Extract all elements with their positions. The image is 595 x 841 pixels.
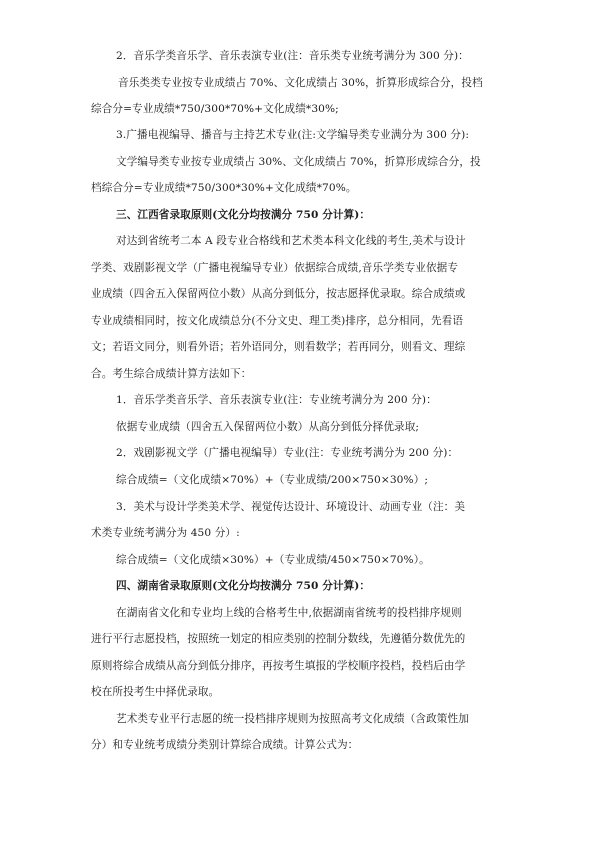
paragraph-line: 分）和专业统考成绩分类别计算综合成绩。计算公式为： [91, 739, 359, 751]
paragraph-line: 合。考生综合成绩计算方法如下： [91, 368, 252, 380]
paragraph-line: 3．美术与设计学类美术学、视觉传达设计、环境设计、动画专业（注：美 [116, 501, 466, 513]
paragraph-line: 音乐类类专业按专业成绩占 70%、文化成绩占 30%，折算形成综合分，投档 [118, 77, 483, 89]
paragraph-line: 艺术类专业平行志愿的统一投档排序规则为按照高考文化成绩（含政策性加 [116, 713, 469, 725]
paragraph-line: 档综合分=专业成绩*750/300*30%+文化成绩*70%。 [91, 182, 357, 194]
paragraph-line: 学类、戏剧影视文学（广播电视编导专业）依据综合成绩,音乐学类专业依据专 [91, 262, 459, 274]
paragraph-line: 2．戏剧影视文学（广播电视编导）专业(注：专业统考满分为 200 分)： [116, 447, 459, 459]
paragraph-line: 在湖南省文化和专业均上线的合格考生中,依据湖南省统考的投档排序规则 [116, 607, 462, 619]
paragraph-line: 3.广播电视编导、播音与主持艺术专业(注:文学编导类专业满分为 300 分): [116, 129, 469, 141]
paragraph-line: 依据专业成绩（四舍五入保留两位小数）从高分到低分择优录取; [116, 421, 420, 433]
paragraph-line: 综合成绩=（文化成绩×30%）+（专业成绩/450×750×70%）。 [116, 554, 430, 566]
paragraph-line: 原则将综合成绩从高分到低分排序，再按考生填报的学校顺序投档，投档后由学 [91, 660, 466, 672]
paragraph-line: 专业成绩相同时，按文化成绩总分(不分文史、理工类)排序，总分相同，先看语 [91, 315, 464, 327]
paragraph-line: 综合分=专业成绩*750/300*70%+文化成绩*30%; [91, 103, 339, 115]
paragraph-line: 进行平行志愿投档，按照统一划定的相应类别的控制分数线，先遵循分数优先的 [91, 633, 466, 645]
section-heading: 三、江西省录取原则(文化分均按满分 750 分计算)： [116, 209, 371, 221]
paragraph-line: 校在所投考生中择优录取。 [91, 686, 220, 698]
paragraph-line: 1．音乐学类音乐学、音乐表演专业(注：专业统考满分为 200 分)： [116, 394, 437, 406]
section-heading: 四、湖南省录取原则(文化分均按满分 750 分计算)： [116, 580, 371, 592]
paragraph-line: 文；若语文同分，则看外语；若外语同分，则看数学；若再同分，则看文、理综 [91, 341, 466, 353]
paragraph-line: 术类专业统考满分为 450 分）: [91, 527, 240, 539]
paragraph-line: 2．音乐学类音乐学、音乐表演专业(注：音乐类专业统考满分为 300 分)： [116, 50, 469, 62]
paragraph-line: 对达到省统考二本 A 段专业合格线和艺术类本科文化线的考生,美术与设计 [116, 235, 466, 247]
paragraph-line: 文学编导类专业按专业成绩占 30%、文化成绩占 70%，折算形成综合分，投 [116, 156, 481, 168]
paragraph-line: 业成绩（四舍五入保留两位小数）从高分到低分，按志愿择优录取。综合成绩或 [91, 288, 466, 300]
paragraph-line: 综合成绩=（文化成绩×70%）+（专业成绩/200×750×30%）; [116, 474, 429, 486]
